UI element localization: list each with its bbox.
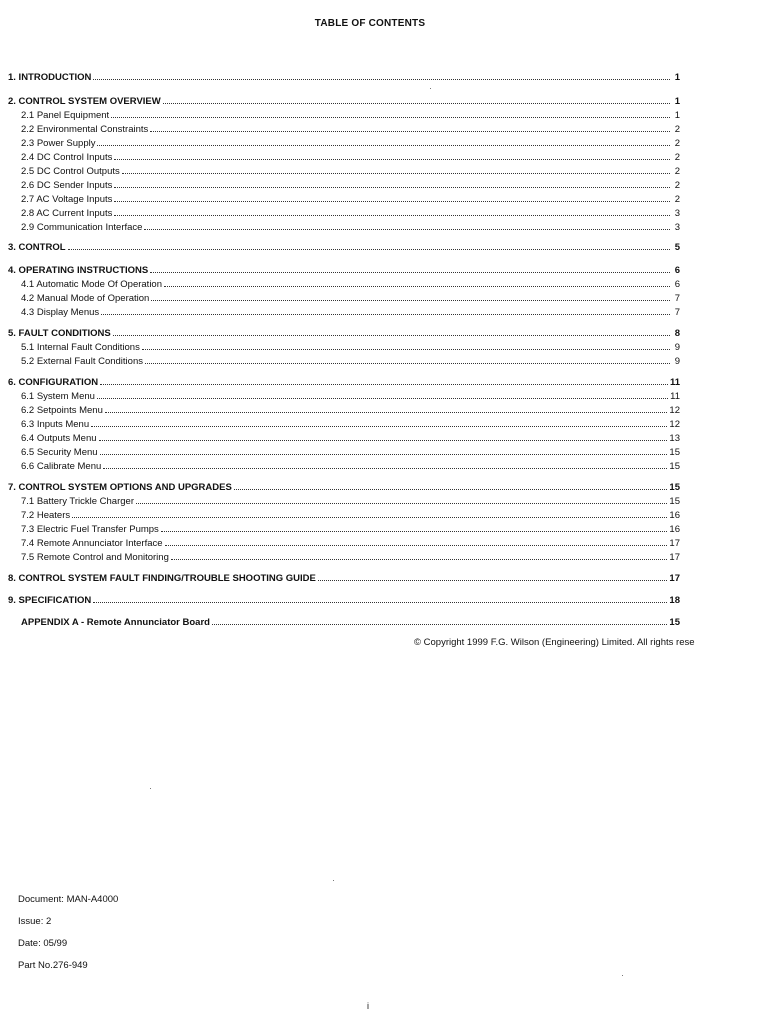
toc-entry-page: 2 xyxy=(674,152,680,163)
toc-subsection-entry xyxy=(21,404,680,416)
toc-entry-page: 12 xyxy=(669,419,680,430)
document-number: Document: MAN-A4000 xyxy=(18,894,119,905)
dot-leader xyxy=(114,193,670,202)
toc-entry-page: 1 xyxy=(674,96,680,107)
dot-leader xyxy=(93,594,667,603)
toc-entry-label: 7.5 Remote Control and Monitoring xyxy=(21,552,169,563)
toc-entry-page: 17 xyxy=(669,538,680,549)
toc-section-entry xyxy=(8,241,680,253)
dot-leader xyxy=(111,109,670,118)
toc-subsection-entry xyxy=(21,278,680,290)
toc-section-entry xyxy=(8,481,680,493)
dot-leader xyxy=(103,460,667,469)
dot-leader xyxy=(150,264,670,273)
toc-entry-page: 17 xyxy=(669,552,680,563)
toc-subsection-entry xyxy=(21,193,680,205)
toc-subsection-entry xyxy=(21,495,680,507)
toc-entry-label: 6.3 Inputs Menu xyxy=(21,419,90,430)
toc-entry-label: 6. CONFIGURATION xyxy=(8,377,99,388)
toc-entry-label: 2.5 DC Control Outputs xyxy=(21,166,120,177)
toc-entry-label: 1. INTRODUCTION xyxy=(8,72,92,83)
toc-entry-label: 5. FAULT CONDITIONS xyxy=(8,328,111,339)
toc-entry-label: 8. CONTROL SYSTEM FAULT FINDING/TROUBLE SHOOTING GUIDE xyxy=(8,573,316,584)
toc-subsection-entry xyxy=(21,221,680,233)
toc-entry-label: 4. OPERATING INSTRUCTIONS xyxy=(8,265,149,276)
toc-subsection-entry xyxy=(21,355,680,367)
toc-entry-page: 7 xyxy=(674,293,680,304)
scan-speck xyxy=(333,880,334,881)
dot-leader xyxy=(97,137,670,146)
toc-entry-page: 15 xyxy=(669,482,680,493)
toc-entry-label: 6.2 Setpoints Menu xyxy=(21,405,103,416)
toc-subsection-entry xyxy=(21,537,680,549)
toc-entry-label: 2.2 Environmental Constraints xyxy=(21,124,149,135)
dot-leader xyxy=(93,71,670,80)
dot-leader xyxy=(161,523,668,532)
toc-entry-page: 6 xyxy=(674,279,680,290)
toc-section-entry xyxy=(21,616,680,628)
toc-entry-label: 7.2 Heaters xyxy=(21,510,71,521)
toc-subsection-entry xyxy=(21,306,680,318)
dot-leader xyxy=(91,418,667,427)
toc-entry-label: 2.6 DC Sender Inputs xyxy=(21,180,113,191)
toc-subsection-entry xyxy=(21,523,680,535)
toc-entry-label: 2.1 Panel Equipment xyxy=(21,110,110,121)
toc-entry-page: 18 xyxy=(669,595,680,606)
toc-entry-label: 3. CONTROL xyxy=(8,242,66,253)
toc-entry-label: 4.1 Automatic Mode Of Operation xyxy=(21,279,162,290)
part-number: Part No.276-949 xyxy=(18,960,88,971)
toc-entry-page: 16 xyxy=(669,524,680,535)
toc-entry-page: 2 xyxy=(674,124,680,135)
scan-speck xyxy=(430,88,431,89)
toc-subsection-entry xyxy=(21,460,680,472)
toc-subsection-entry xyxy=(21,179,680,191)
toc-entry-label: 9. SPECIFICATION xyxy=(8,595,92,606)
toc-entry-page: 3 xyxy=(674,208,680,219)
toc-subsection-entry xyxy=(21,292,680,304)
toc-entry-label: 6.4 Outputs Menu xyxy=(21,433,97,444)
toc-entry-page: 8 xyxy=(674,328,680,339)
toc-entry-page: 9 xyxy=(674,356,680,367)
toc-subsection-entry xyxy=(21,509,680,521)
toc-entry-label: 5.1 Internal Fault Conditions xyxy=(21,342,140,353)
toc-entry-page: 11 xyxy=(669,377,680,388)
toc-subsection-entry xyxy=(21,123,680,135)
toc-entry-label: 5.2 External Fault Conditions xyxy=(21,356,143,367)
dot-leader xyxy=(114,151,670,160)
toc-entry-page: 2 xyxy=(674,194,680,205)
toc-entry-page: 6 xyxy=(674,265,680,276)
toc-entry-label: 7.4 Remote Annunciator Interface xyxy=(21,538,163,549)
toc-subsection-entry xyxy=(21,446,680,458)
dot-leader xyxy=(163,95,670,104)
scan-speck xyxy=(622,975,623,976)
dot-leader xyxy=(171,551,668,560)
dot-leader xyxy=(97,390,668,399)
dot-leader xyxy=(234,481,668,490)
toc-entry-label: 6.6 Calibrate Menu xyxy=(21,461,102,472)
page-number: i xyxy=(367,1001,369,1011)
dot-leader xyxy=(68,241,670,250)
toc-section-entry xyxy=(8,572,680,584)
scan-speck xyxy=(150,788,151,789)
toc-entry-label: APPENDIX A - Remote Annunciator Board xyxy=(21,617,210,628)
toc-subsection-entry xyxy=(21,165,680,177)
toc-entry-page: 9 xyxy=(674,342,680,353)
dot-leader xyxy=(318,572,668,581)
dot-leader xyxy=(151,292,670,301)
toc-entry-page: 1 xyxy=(674,72,680,83)
toc-entry-page: 1 xyxy=(674,110,680,121)
dot-leader xyxy=(212,616,667,625)
toc-entry-label: 7. CONTROL SYSTEM OPTIONS AND UPGRADES xyxy=(8,482,232,493)
issue-date: Date: 05/99 xyxy=(18,938,68,949)
dot-leader xyxy=(105,404,668,413)
toc-entry-page: 17 xyxy=(669,573,680,584)
toc-entry-label: 7.3 Electric Fuel Transfer Pumps xyxy=(21,524,159,535)
toc-section-entry xyxy=(8,594,680,606)
toc-entry-label: 2.9 Communication Interface xyxy=(21,222,143,233)
toc-entry-page: 15 xyxy=(669,617,680,628)
dot-leader xyxy=(142,341,670,350)
toc-entry-page: 3 xyxy=(674,222,680,233)
dot-leader xyxy=(144,221,670,230)
toc-entry-page: 15 xyxy=(669,461,680,472)
toc-subsection-entry xyxy=(21,551,680,563)
toc-entry-page: 11 xyxy=(670,391,680,402)
document-title: TABLE OF CONTENTS xyxy=(314,18,426,29)
toc-subsection-entry xyxy=(21,207,680,219)
toc-subsection-entry xyxy=(21,137,680,149)
toc-section-entry xyxy=(8,71,680,83)
dot-leader xyxy=(114,179,670,188)
toc-entry-page: 15 xyxy=(669,496,680,507)
toc-subsection-entry xyxy=(21,418,680,430)
toc-entry-page: 7 xyxy=(674,307,680,318)
toc-entry-label: 2.8 AC Current Inputs xyxy=(21,208,113,219)
toc-section-entry xyxy=(8,95,680,107)
toc-entry-page: 16 xyxy=(669,510,680,521)
dot-leader xyxy=(113,327,670,336)
dot-leader xyxy=(122,165,670,174)
copyright-notice: © Copyright 1999 F.G. Wilson (Engineering) Limited. All rights rese xyxy=(414,637,695,648)
dot-leader xyxy=(150,123,670,132)
toc-section-entry xyxy=(8,376,680,388)
dot-leader xyxy=(114,207,670,216)
dot-leader xyxy=(72,509,667,518)
toc-entry-page: 2 xyxy=(674,166,680,177)
dot-leader xyxy=(136,495,667,504)
toc-subsection-entry xyxy=(21,109,680,121)
toc-entry-label: 6.5 Security Menu xyxy=(21,447,98,458)
dot-leader xyxy=(165,537,668,546)
toc-entry-page: 13 xyxy=(669,433,680,444)
dot-leader xyxy=(100,446,668,455)
toc-entry-label: 2. CONTROL SYSTEM OVERVIEW xyxy=(8,96,161,107)
toc-subsection-entry xyxy=(21,341,680,353)
toc-entry-page: 12 xyxy=(669,405,680,416)
toc-subsection-entry xyxy=(21,432,680,444)
toc-entry-label: 2.4 DC Control Inputs xyxy=(21,152,113,163)
toc-entry-page: 2 xyxy=(674,180,680,191)
toc-subsection-entry xyxy=(21,390,680,402)
issue-number: Issue: 2 xyxy=(18,916,52,927)
dot-leader xyxy=(145,355,670,364)
toc-entry-label: 7.1 Battery Trickle Charger xyxy=(21,496,134,507)
toc-entry-label: 2.7 AC Voltage Inputs xyxy=(21,194,113,205)
toc-entry-label: 2.3 Power Supply xyxy=(21,138,96,149)
toc-entry-label: 4.2 Manual Mode of Operation xyxy=(21,293,150,304)
toc-entry-label: 6.1 System Menu xyxy=(21,391,95,402)
toc-entry-page: 2 xyxy=(674,138,680,149)
toc-section-entry xyxy=(8,327,680,339)
toc-entry-label: 4.3 Display Menus xyxy=(21,307,100,318)
toc-section-entry xyxy=(8,264,680,276)
dot-leader xyxy=(101,306,670,315)
toc-subsection-entry xyxy=(21,151,680,163)
dot-leader xyxy=(164,278,670,287)
document-info xyxy=(18,894,118,982)
toc-entry-page: 5 xyxy=(674,242,680,253)
dot-leader xyxy=(100,376,668,385)
toc-entry-page: 15 xyxy=(669,447,680,458)
dot-leader xyxy=(99,432,668,441)
